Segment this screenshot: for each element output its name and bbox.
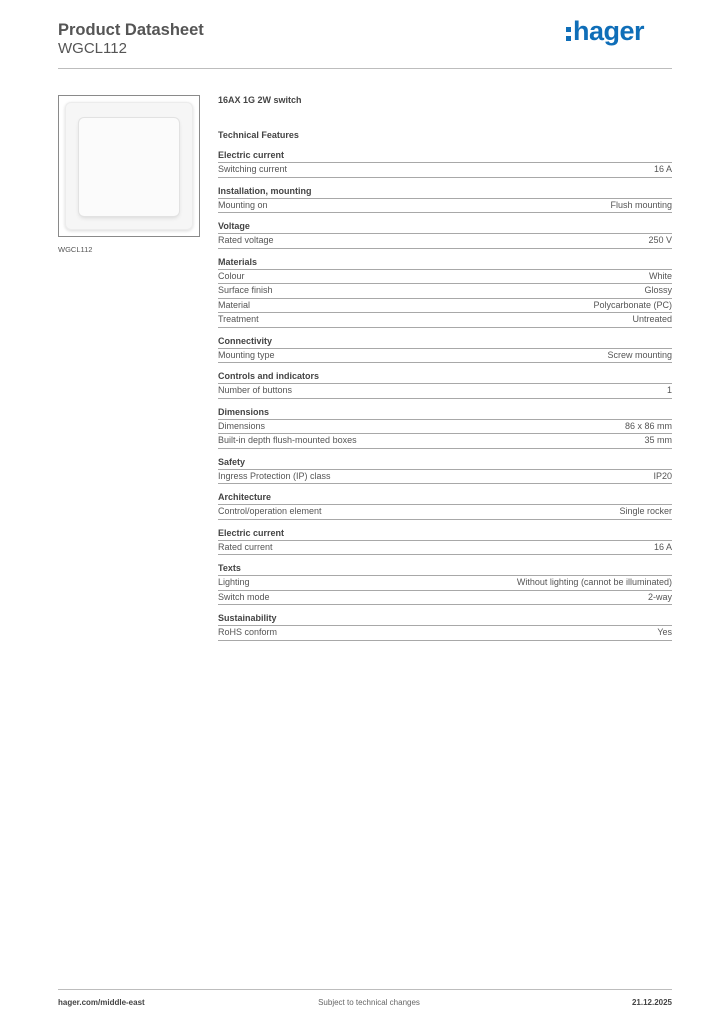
spec-value: 16 A (653, 541, 672, 552)
spec-row (218, 591, 672, 606)
spec-row (218, 270, 672, 285)
spec-row (218, 199, 672, 214)
spec-value: Single rocker (619, 506, 672, 516)
switch-plate (65, 102, 193, 230)
spec-label: RoHS conform (218, 627, 278, 637)
switch-rocker (79, 118, 179, 216)
product-name: 16AX 1G 2W switch (218, 95, 302, 105)
spec-value: Without lighting (cannot be illuminated) (516, 577, 672, 587)
spec-section (218, 527, 672, 556)
spec-value: Screw mounting (607, 349, 672, 360)
specs-content (218, 92, 672, 648)
section-title: Materials (218, 256, 672, 270)
spec-label: Dimensions (218, 420, 266, 431)
spec-label: Material (218, 299, 251, 310)
spec-label: Built-in depth flush-mounted boxes (218, 435, 357, 445)
image-caption: WGCL112 (58, 245, 93, 254)
spec-section (218, 612, 672, 641)
logo-dots (566, 27, 571, 41)
spec-section (218, 491, 672, 520)
spec-row (218, 284, 672, 299)
spec-section (218, 406, 672, 449)
section-title: Texts (218, 562, 672, 576)
page-title: Product Datasheet (58, 21, 204, 39)
spec-section (218, 149, 672, 178)
spec-row (218, 163, 672, 178)
section-title: Safety (218, 456, 672, 470)
section-title: Connectivity (218, 335, 672, 349)
features-heading: Technical Features (218, 130, 299, 140)
section-title: Voltage (218, 220, 672, 234)
section-title: Dimensions (218, 406, 672, 420)
spec-label: Switch mode (218, 591, 270, 602)
spec-label: Colour (218, 270, 245, 281)
spec-row (218, 299, 672, 314)
spec-label: Mounting type (218, 349, 275, 360)
spec-row (218, 234, 672, 249)
spec-value: Glossy (644, 285, 672, 295)
spec-row (218, 576, 672, 591)
spec-value: 86 x 86 mm (624, 420, 672, 431)
spec-row (218, 626, 672, 641)
footer-website: hager.com/middle-east (58, 998, 145, 1007)
product-image (58, 95, 200, 237)
spec-label: Rated current (218, 541, 273, 552)
spec-row (218, 505, 672, 520)
spec-label: Surface finish (218, 285, 273, 295)
spec-row (218, 349, 672, 364)
spec-value: Untreated (632, 314, 672, 324)
spec-section (218, 335, 672, 364)
header-divider (58, 68, 672, 69)
spec-label: Mounting on (218, 199, 268, 210)
spec-section (218, 256, 672, 328)
spec-row (218, 541, 672, 556)
spec-value: Polycarbonate (PC) (593, 299, 672, 310)
spec-row (218, 434, 672, 449)
spec-label: Ingress Protection (IP) class (218, 470, 331, 481)
spec-label: Switching current (218, 164, 288, 174)
logo-text: hager (573, 15, 645, 46)
spec-value: Yes (657, 627, 672, 637)
spec-row (218, 470, 672, 485)
spec-sections (218, 149, 672, 641)
spec-row (218, 420, 672, 435)
spec-row (218, 313, 672, 328)
spec-value: 250 V (648, 235, 672, 245)
spec-section (218, 370, 672, 399)
spec-value: IP20 (653, 470, 672, 481)
spec-value: 1 (666, 385, 672, 395)
spec-value: Flush mounting (610, 199, 672, 210)
section-title: Installation, mounting (218, 185, 672, 199)
spec-section (218, 562, 672, 605)
spec-label: Lighting (218, 577, 250, 587)
footer-divider (58, 989, 672, 990)
spec-row (218, 384, 672, 399)
spec-value: 16 A (653, 164, 672, 174)
spec-value: 35 mm (644, 435, 672, 445)
spec-section (218, 456, 672, 485)
section-title: Electric current (218, 527, 672, 541)
product-code: WGCL112 (58, 40, 127, 57)
section-title: Controls and indicators (218, 370, 672, 384)
section-title: Sustainability (218, 612, 672, 626)
spec-label: Number of buttons (218, 385, 293, 395)
section-title: Architecture (218, 491, 672, 505)
hager-logo (566, 15, 666, 47)
spec-label: Control/operation element (218, 506, 322, 516)
spec-label: Treatment (218, 314, 259, 324)
spec-value: White (648, 270, 672, 281)
section-title: Electric current (218, 149, 672, 163)
footer-date: 21.12.2025 (631, 998, 672, 1007)
spec-value: 2-way (647, 591, 672, 602)
spec-section (218, 185, 672, 214)
spec-section (218, 220, 672, 249)
spec-label: Rated voltage (218, 235, 274, 245)
footer-notice: Subject to technical changes (318, 998, 420, 1007)
